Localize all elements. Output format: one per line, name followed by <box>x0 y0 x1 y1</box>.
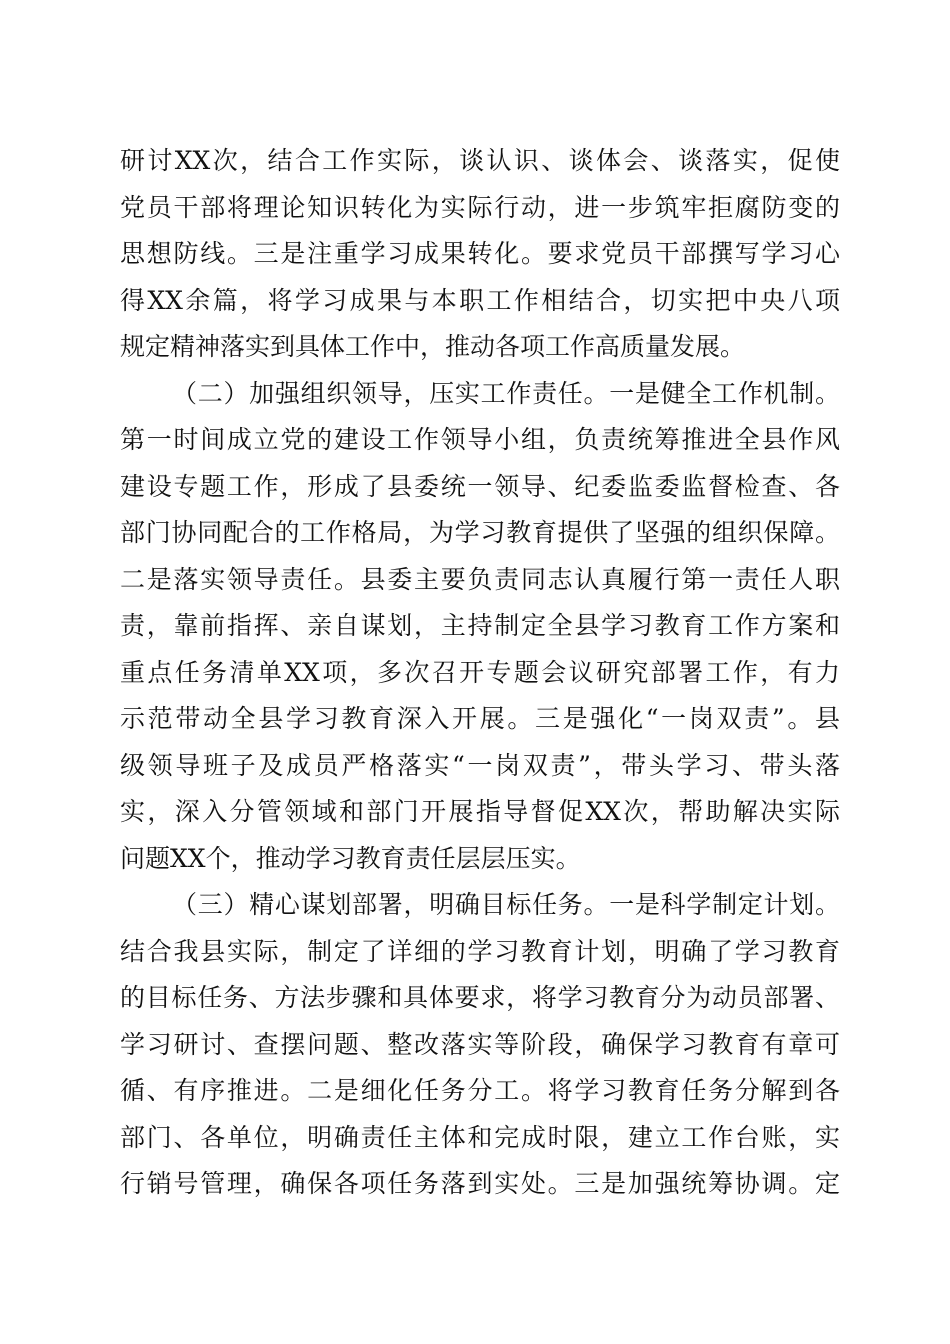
text-line: 行销号管理，确保各项任务落到实处。三是加强统筹协调。定 <box>120 1169 840 1198</box>
text-line: 示范带动全县学习教育深入开展。三是强化“一岗双责”。县 <box>120 704 840 733</box>
text-line: 循、有序推进。二是细化任务分工。将学习教育任务分解到各 <box>120 1076 840 1105</box>
text-line: 党员干部将理论知识转化为实际行动，进一步筑牢拒腐防变的 <box>120 192 840 222</box>
text-line: 部门协同配合的工作格局，为学习教育提供了坚强的组织保障。 <box>120 518 840 547</box>
text-line: 问题XX个，推动学习教育责任层层压实。 <box>120 843 581 873</box>
text-line: 研讨XX次，结合工作实际，谈认识、谈体会、谈落实，促使 <box>120 146 840 175</box>
text-line: 实，深入分管领域和部门开展指导督促XX次，帮助解决实际 <box>120 797 840 826</box>
section-heading-line: （三）精心谋划部署，明确目标任务。一是科学制定计划。 <box>172 890 840 919</box>
text-line: 第一时间成立党的建设工作领导小组，负责统筹推进全县作风 <box>120 425 840 454</box>
text-line: 规定精神落实到具体工作中，推动各项工作高质量发展。 <box>120 332 746 361</box>
text-line: 重点任务清单XX项，多次召开专题会议研究部署工作，有力 <box>120 657 840 687</box>
text-line: 责，靠前指挥、亲自谋划，主持制定全县学习教育工作方案和 <box>120 611 840 640</box>
text-line: 级领导班子及成员严格落实“一岗双责”，带头学习、带头落 <box>120 750 840 780</box>
text-line: 二是落实领导责任。县委主要负责同志认真履行第一责任人职 <box>120 564 840 594</box>
text-line: 结合我县实际，制定了详细的学习教育计划，明确了学习教育 <box>120 936 840 966</box>
text-line: 的目标任务、方法步骤和具体要求，将学习教育分为动员部署、 <box>120 983 840 1012</box>
text-line: 思想防线。三是注重学习成果转化。要求党员干部撰写学习心 <box>120 239 840 268</box>
text-line: 学习研讨、查摆问题、整改落实等阶段，确保学习教育有章可 <box>120 1029 840 1059</box>
document-body <box>120 138 840 1208</box>
section-heading-line: （二）加强组织领导，压实工作责任。一是健全工作机制。 <box>172 378 840 408</box>
text-line: 得XX余篇，将学习成果与本职工作相结合，切实把中央八项 <box>120 285 840 315</box>
text-line: 建设专题工作，形成了县委统一领导、纪委监委监督检查、各 <box>120 471 840 501</box>
text-line: 部门、各单位，明确责任主体和完成时限，建立工作台账，实 <box>120 1122 840 1152</box>
